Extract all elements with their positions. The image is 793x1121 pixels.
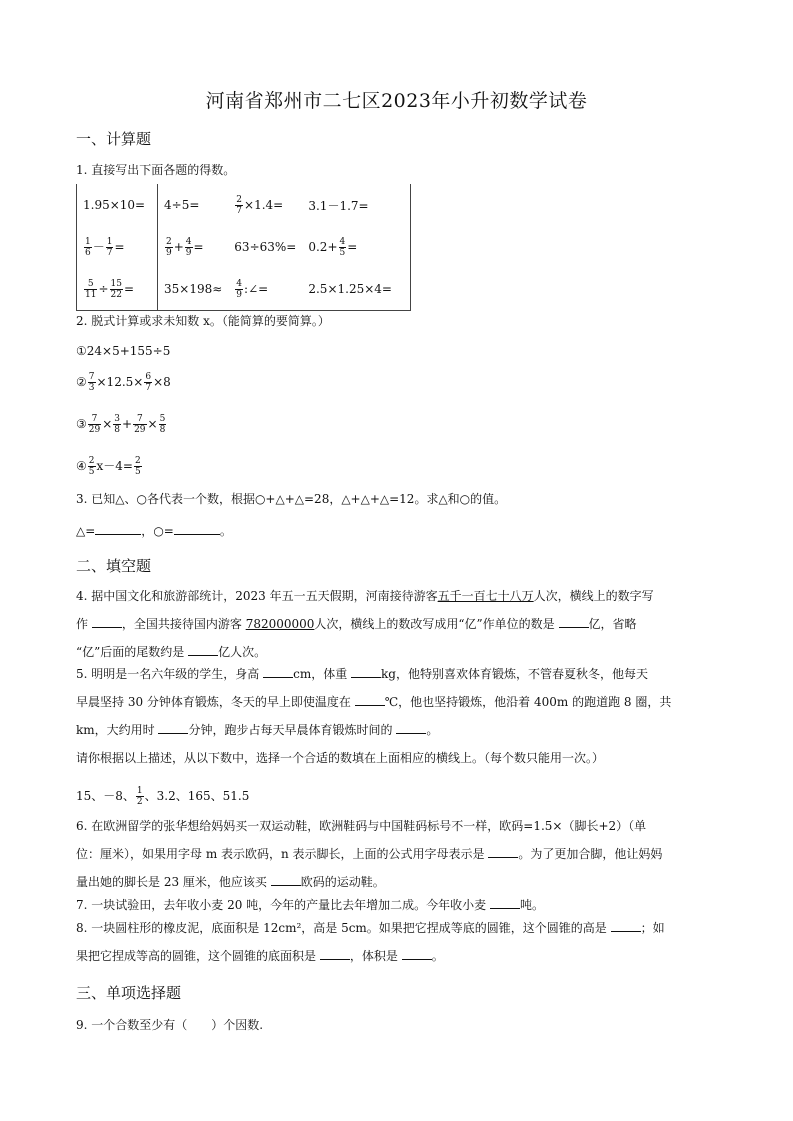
text: 分钟，跑步占每天早晨体育锻炼时间的 — [188, 723, 393, 737]
q9-stem: 9. 一个合数至少有（ ）个因数. — [76, 1018, 264, 1032]
operator: = — [114, 239, 125, 254]
table-cell: 1.95×10= — [77, 184, 158, 226]
operator: + — [173, 239, 184, 254]
answer-blank[interactable] — [490, 896, 520, 909]
fraction — [165, 237, 173, 258]
numerator: 6 — [145, 372, 152, 382]
table-cell — [77, 268, 158, 311]
q7-line — [76, 896, 544, 912]
q6-paragraph — [76, 812, 721, 896]
fraction — [84, 279, 97, 300]
fraction — [136, 786, 144, 807]
numerator: 4 — [185, 236, 192, 247]
text: 欧码的运动鞋。 — [300, 875, 385, 889]
calc-table — [76, 184, 411, 311]
answer-blank[interactable] — [611, 919, 641, 932]
denominator: 22 — [110, 289, 122, 300]
answer-label: △= — [76, 524, 96, 538]
numerator: 2 — [134, 456, 141, 466]
section-heading-fill: 二、填空题 — [76, 557, 152, 575]
table-cell — [228, 184, 302, 226]
table-row — [77, 226, 411, 268]
table-row — [77, 184, 411, 226]
q4-paragraph — [76, 582, 721, 666]
table-cell — [158, 226, 229, 268]
table-cell: 63÷63%= — [234, 240, 297, 254]
text: 7. 一块试验田，去年收小麦 20 吨，今年的产量比去年增加二成。今年收小麦 — [76, 898, 487, 912]
q2-item-2 — [76, 372, 171, 393]
text: 4. 据中国文化和旅游部统计，2023 年五一五天假期，河南接待游客 — [76, 589, 438, 603]
answer-blank[interactable] — [188, 643, 218, 656]
text: cm，体重 — [293, 667, 348, 681]
q2-item-3 — [76, 414, 167, 435]
q5-paragraph — [76, 660, 721, 772]
q2-item-1: ①24×5+155÷5 — [76, 344, 171, 358]
text: 15、－8、 — [76, 789, 135, 803]
underlined-text: 782000000 — [245, 617, 315, 631]
denominator: 3 — [88, 383, 95, 393]
operator: = — [193, 239, 204, 254]
text: ，全国共接待国内游客 — [121, 617, 242, 631]
answer-blank[interactable] — [158, 721, 188, 734]
denominator: 7 — [236, 205, 243, 216]
numerator: 5 — [159, 414, 166, 424]
denominator: 7 — [106, 247, 113, 258]
text: 人次，横线上的数字写 — [533, 589, 654, 603]
numerator: 2 — [166, 236, 172, 247]
answer-blank[interactable] — [92, 615, 122, 628]
separator: 。 — [219, 524, 232, 538]
answer-blank[interactable] — [320, 947, 350, 960]
numerator: 4 — [236, 278, 243, 289]
fraction — [144, 372, 152, 393]
fraction — [134, 456, 142, 477]
operator: × — [147, 417, 158, 431]
expr-text: 0.2+ — [308, 239, 338, 254]
operator: × — [102, 417, 113, 431]
q3-answer — [76, 522, 232, 538]
table-cell — [77, 226, 158, 268]
text: 作 — [76, 617, 89, 631]
fraction — [84, 237, 92, 258]
answer-blank[interactable] — [95, 522, 141, 535]
fraction — [235, 195, 243, 216]
numerator: 7 — [88, 414, 101, 425]
text: “亿”后面的尾数约是 — [76, 645, 185, 659]
denominator: 2 — [136, 797, 143, 807]
fraction — [133, 414, 146, 435]
denominator: 5 — [134, 467, 141, 477]
separator: ， — [141, 524, 154, 538]
answer-label: ○= — [153, 524, 174, 538]
table-cell: 35×198≈ — [158, 268, 229, 311]
expr-text: :∠= — [244, 281, 269, 296]
text: 5. 明明是一名六年级的学生，身高 — [76, 667, 260, 681]
fraction — [159, 414, 167, 435]
denominator: 8 — [159, 425, 166, 435]
fraction — [113, 414, 121, 435]
section-heading-calc: 一、计算题 — [76, 130, 152, 148]
answer-blank[interactable] — [263, 665, 293, 678]
text: 6. 在欧洲留学的张华想给妈妈买一双运动鞋，欧洲鞋码与中国鞋码标号不一样，欧码=1.5×（脚长+2）（单 — [76, 819, 647, 833]
numerator: 1 — [85, 236, 91, 247]
fraction — [88, 414, 101, 435]
denominator: 8 — [114, 425, 121, 435]
denominator: 5 — [88, 467, 95, 477]
answer-blank[interactable] — [488, 845, 518, 858]
answer-blank[interactable] — [402, 947, 432, 960]
denominator: 6 — [85, 247, 91, 258]
denominator: 29 — [88, 425, 101, 435]
table-cell — [228, 268, 302, 311]
denominator: 9 — [166, 247, 172, 258]
answer-blank[interactable] — [351, 665, 381, 678]
text: 。 — [431, 949, 444, 963]
numerator: 2 — [236, 194, 243, 205]
expr-text: ×12.5× — [96, 375, 144, 389]
text: ℃，他也坚持锻炼，他沿着 400m 的跑道跑 8 圈，共 — [384, 695, 672, 709]
q1-stem: 1. 直接写出下面各题的得数。 — [76, 163, 236, 177]
operator: = — [123, 281, 135, 296]
numerator: 5 — [84, 279, 97, 290]
item-marker: ③ — [76, 417, 87, 431]
fraction — [235, 279, 243, 300]
expr-text: x－4= — [96, 459, 133, 473]
fraction — [88, 456, 96, 477]
table-cell: 4÷5= — [164, 198, 200, 212]
section-heading-choice: 三、单项选择题 — [76, 984, 182, 1002]
underlined-text: 五千一百七十八万 — [437, 589, 534, 603]
fraction — [185, 237, 193, 258]
fraction — [106, 237, 114, 258]
denominator: 9 — [236, 289, 243, 300]
q3-stem: 3. 已知△、○各代表一个数，根据○+△+△=28，△+△+△=12。求△和○的值。 — [76, 492, 507, 506]
answer-blank[interactable] — [396, 721, 426, 734]
q2-stem: 2. 脱式计算或求未知数 x。（能简算的要简算。） — [76, 314, 330, 328]
answer-blank[interactable] — [559, 615, 589, 628]
text: 、3.2、165、51.5 — [144, 789, 250, 803]
text: 量出她的脚长是 23 厘米，他应该买 — [76, 875, 267, 889]
numerator: 7 — [88, 372, 95, 382]
numerator: 1 — [136, 786, 143, 796]
expr-text: ×8 — [153, 375, 171, 389]
text: 吨。 — [520, 898, 545, 912]
answer-blank[interactable] — [174, 522, 220, 535]
numerator: 4 — [339, 236, 346, 247]
denominator: 9 — [185, 247, 192, 258]
text: ，体积是 — [349, 949, 398, 963]
answer-blank[interactable] — [271, 873, 301, 886]
text: kg，他特别喜欢体育锻炼，不管春夏秋冬，他每天 — [381, 667, 648, 681]
text: 亿人次。 — [218, 645, 267, 659]
numerator: 3 — [114, 414, 121, 424]
denominator: 7 — [145, 383, 152, 393]
q5-number-options — [76, 786, 249, 807]
numerator: 15 — [110, 278, 122, 289]
table-cell — [302, 226, 411, 268]
fraction — [110, 279, 123, 300]
table-cell: 3.1－1.7= — [302, 184, 411, 226]
numerator: 2 — [88, 456, 95, 466]
text: 请你根据以上描述，从以下数中，选择一个合适的数填在上面相应的横线上。（每个数只能用一次。） — [76, 751, 605, 765]
answer-blank[interactable] — [355, 693, 385, 706]
item-marker: ④ — [76, 459, 87, 473]
fraction — [339, 237, 347, 258]
numerator: 1 — [106, 236, 113, 247]
denominator: 5 — [339, 247, 346, 258]
fraction — [88, 372, 96, 393]
text: 位：厘米），如果用字母 m 表示欧码，n 表示脚长，上面的公式用字母表示是 — [76, 847, 485, 861]
operator: － — [92, 239, 105, 254]
q8-paragraph — [76, 914, 721, 970]
table-row — [77, 268, 411, 311]
operator: ÷ — [98, 281, 109, 296]
text: 8. 一块圆柱形的橡皮泥，底面积是 12cm²，高是 5cm。如果把它捏成等底的圆锥，这个圆锥的高是 — [76, 921, 607, 935]
denominator: 29 — [134, 425, 146, 435]
expr-text: ×1.4= — [244, 197, 284, 212]
text: 。为了更加合脚，他让妈妈 — [518, 847, 663, 861]
text: 亿，省略 — [588, 617, 637, 631]
text: 果把它捏成等高的圆锥，这个圆锥的底面积是 — [76, 949, 317, 963]
item-marker: ② — [76, 375, 87, 389]
text: 早晨坚持 30 分钟体育锻炼，冬天的早上即使温度在 — [76, 695, 351, 709]
text: 。 — [426, 723, 439, 737]
text: km，大约用时 — [76, 723, 155, 737]
denominator: 11 — [85, 289, 97, 300]
operator: = — [347, 239, 358, 254]
operator: + — [122, 417, 133, 431]
numerator: 7 — [133, 414, 146, 425]
table-cell: 2.5×1.25×4= — [302, 268, 411, 311]
page-title: 河南省郑州市二七区2023年小升初数学试卷 — [205, 90, 588, 112]
text: 人次，横线上的数改写成用“亿”作单位的数是 — [314, 617, 555, 631]
text: ；如 — [640, 921, 665, 935]
q2-item-4 — [76, 456, 143, 477]
